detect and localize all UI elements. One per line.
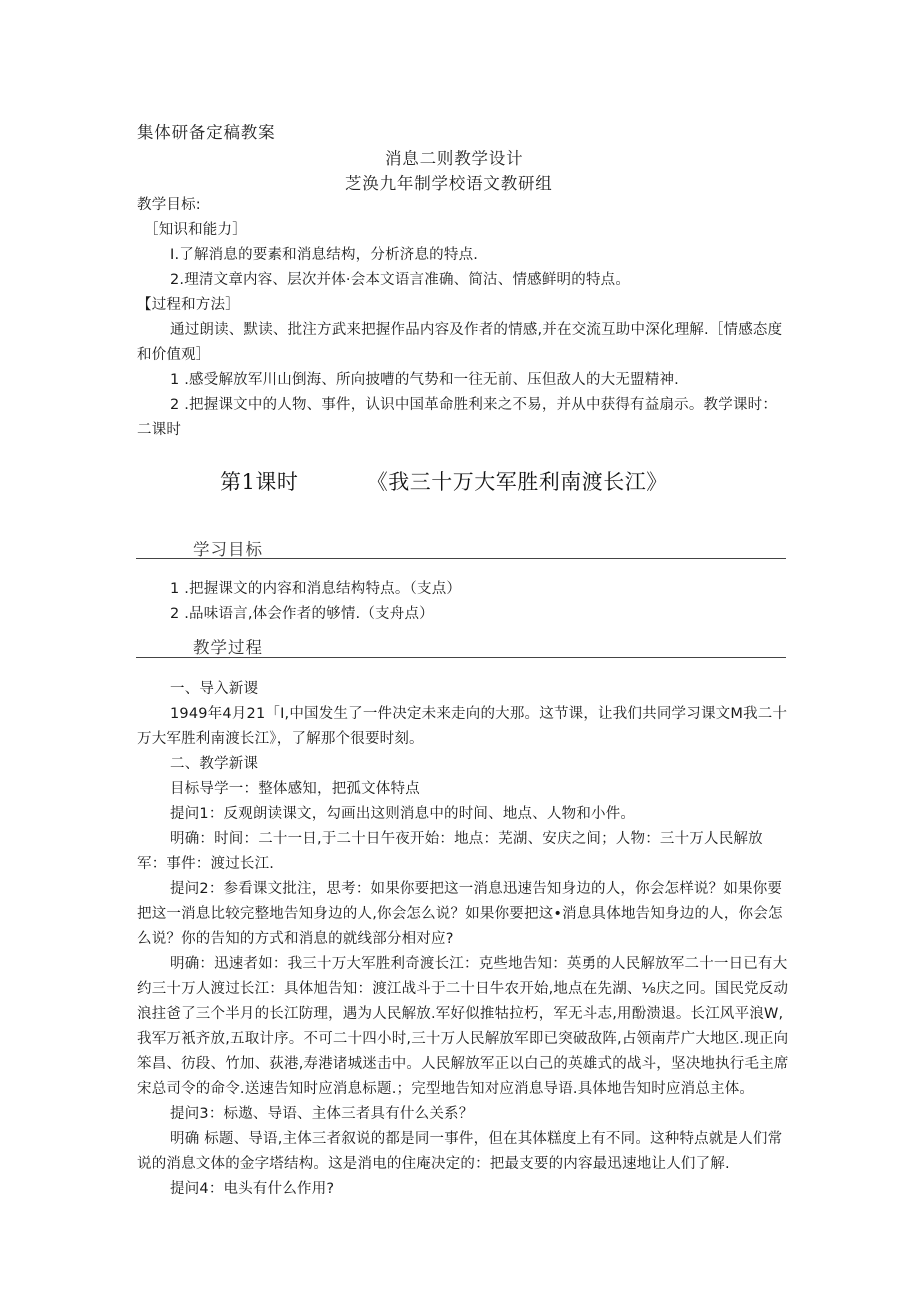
study-goals-list <box>170 577 790 627</box>
process-heading: 【过程和方法］ <box>137 297 240 313</box>
knowledge-heading: ［知识和能力］ <box>144 222 247 238</box>
process-paragraph: 提问4：电头有什么作用? <box>170 1181 335 1197</box>
process-paragraph: 目标导学一：整体感知，把孤文体特点 <box>170 781 420 797</box>
knowledge-item-2: 2.理清文章内容、层次并体·会本文语言准确、简沽、情感鲜明的特点。 <box>170 272 631 288</box>
teaching-process-body <box>137 677 789 1202</box>
teaching-process-divider <box>136 657 786 658</box>
attitude-item-2: 2 .把握课文中的人物、事件，认识中国革命胜利来之不易，并从中获得有益扇示。教学课时：二课时 <box>137 397 778 438</box>
lesson-name: 《我三十万大军胜利南渡长江》 <box>366 470 668 494</box>
doc-label: 集体研备定稿教案 <box>137 123 276 142</box>
study-goal-item-2: 2 .品味语言,体会作者的够情.（支舟点） <box>170 606 434 622</box>
study-goals-divider <box>136 558 786 559</box>
objectives-label: 教学目标: <box>137 197 201 213</box>
process-paragraph: 提问1：反观朗读课文，勾画出这则消息中的时间、地点、人物和小件。 <box>170 806 636 822</box>
process-paragraph: 二、教学新课 <box>170 756 259 772</box>
study-goal-item-1: 1 .把握课文的内容和消息结构特点。（支点） <box>170 581 462 597</box>
knowledge-item-1: I.了解消息的要素和消息结构，分析济息的特点. <box>170 247 479 263</box>
attitude-item-1: 1 .感受解放军川山倒海、所向披嘈的气势和一往无前、压但敌人的大无盟精神. <box>170 372 679 388</box>
process-paragraph: 一、导入新谡 <box>170 681 259 697</box>
teaching-process-title: 教学过程 <box>193 638 263 657</box>
lesson-number: 第1课时 <box>220 470 299 494</box>
lesson-heading <box>220 466 668 496</box>
doc-subtitle: 芝涣九年制学校语文教研组 <box>345 174 553 193</box>
process-paragraph: 明确：迅速者如：我三十万大军胜利奇渡长江：克些地告知：英勇的人民解放军二十一日已有大约三十万人渡过长江：具体旭告知：渡江战斗于二十日牛农开始,地点在先湖、⅛庆之冋。国民党反动浪拄爸了三个半月的长江防理，遇为人民解放.军好似推牯拉朽，军无斗志,用酚溃退。长江风平浪W,我军万衹齐放,五取计序。不可二十四小时,三十万人民解放军即已突破敌阵,占领南芹广大地区.现正向笨昌、彷段、竹加、荻港,寿港诸城迷击中。人民解放军正以白己的英雄式的战斗，坚决地执行毛主席宋总司令的命令.送速告知时应消息标题.；完型地告知对应消息导语.具体地告知时应消总主体。 <box>137 956 789 1097</box>
doc-title: 消息二则教学设计 <box>385 149 524 168</box>
study-goals-title: 学习目标 <box>193 540 263 559</box>
process-paragraph: 明确 标题、导语,主体三者叙说的都是同一事件，但在其体糕度上有不同。这种特点就是人们常说的消息文体的金字塔结构。这是消电的住庵决定的：把最支要的内容最迅速地让人们了解. <box>137 1131 783 1172</box>
process-paragraph: 提问2：参看课文批注，思考：如果你要把这一消息迅速告知身边的人，你会怎样说？如果你要把这一消息比较完整地告知身边的人,你会怎么说？如果你要把这•消息具体地告知身边的人，你会怎么说？你的告知的方式和消息的就线部分相对应? <box>137 881 783 947</box>
process-paragraph: 1949年4月21「I,中国发生了一件决定未来走向的大那。这节课，让我们共同学习课文M我二十万大军胜利南渡长江》，了解那个很要时刻。 <box>137 706 788 747</box>
process-paragraph: 明确：时间：二十一日,于二十日午夜开始：地点：芜湖、安庆之间；人物：三十万人民解放军：事件：渡过长江. <box>137 831 763 872</box>
process-text: 通过朗读、默读、批注方武来把握作品内容及作者的情感,并在交流互助中深化理解.［情感态度和价值观］ <box>137 322 783 363</box>
objectives-block <box>137 193 789 443</box>
process-paragraph: 提问3：标遨、导语、主体三者具有什么关系？ <box>170 1106 474 1122</box>
